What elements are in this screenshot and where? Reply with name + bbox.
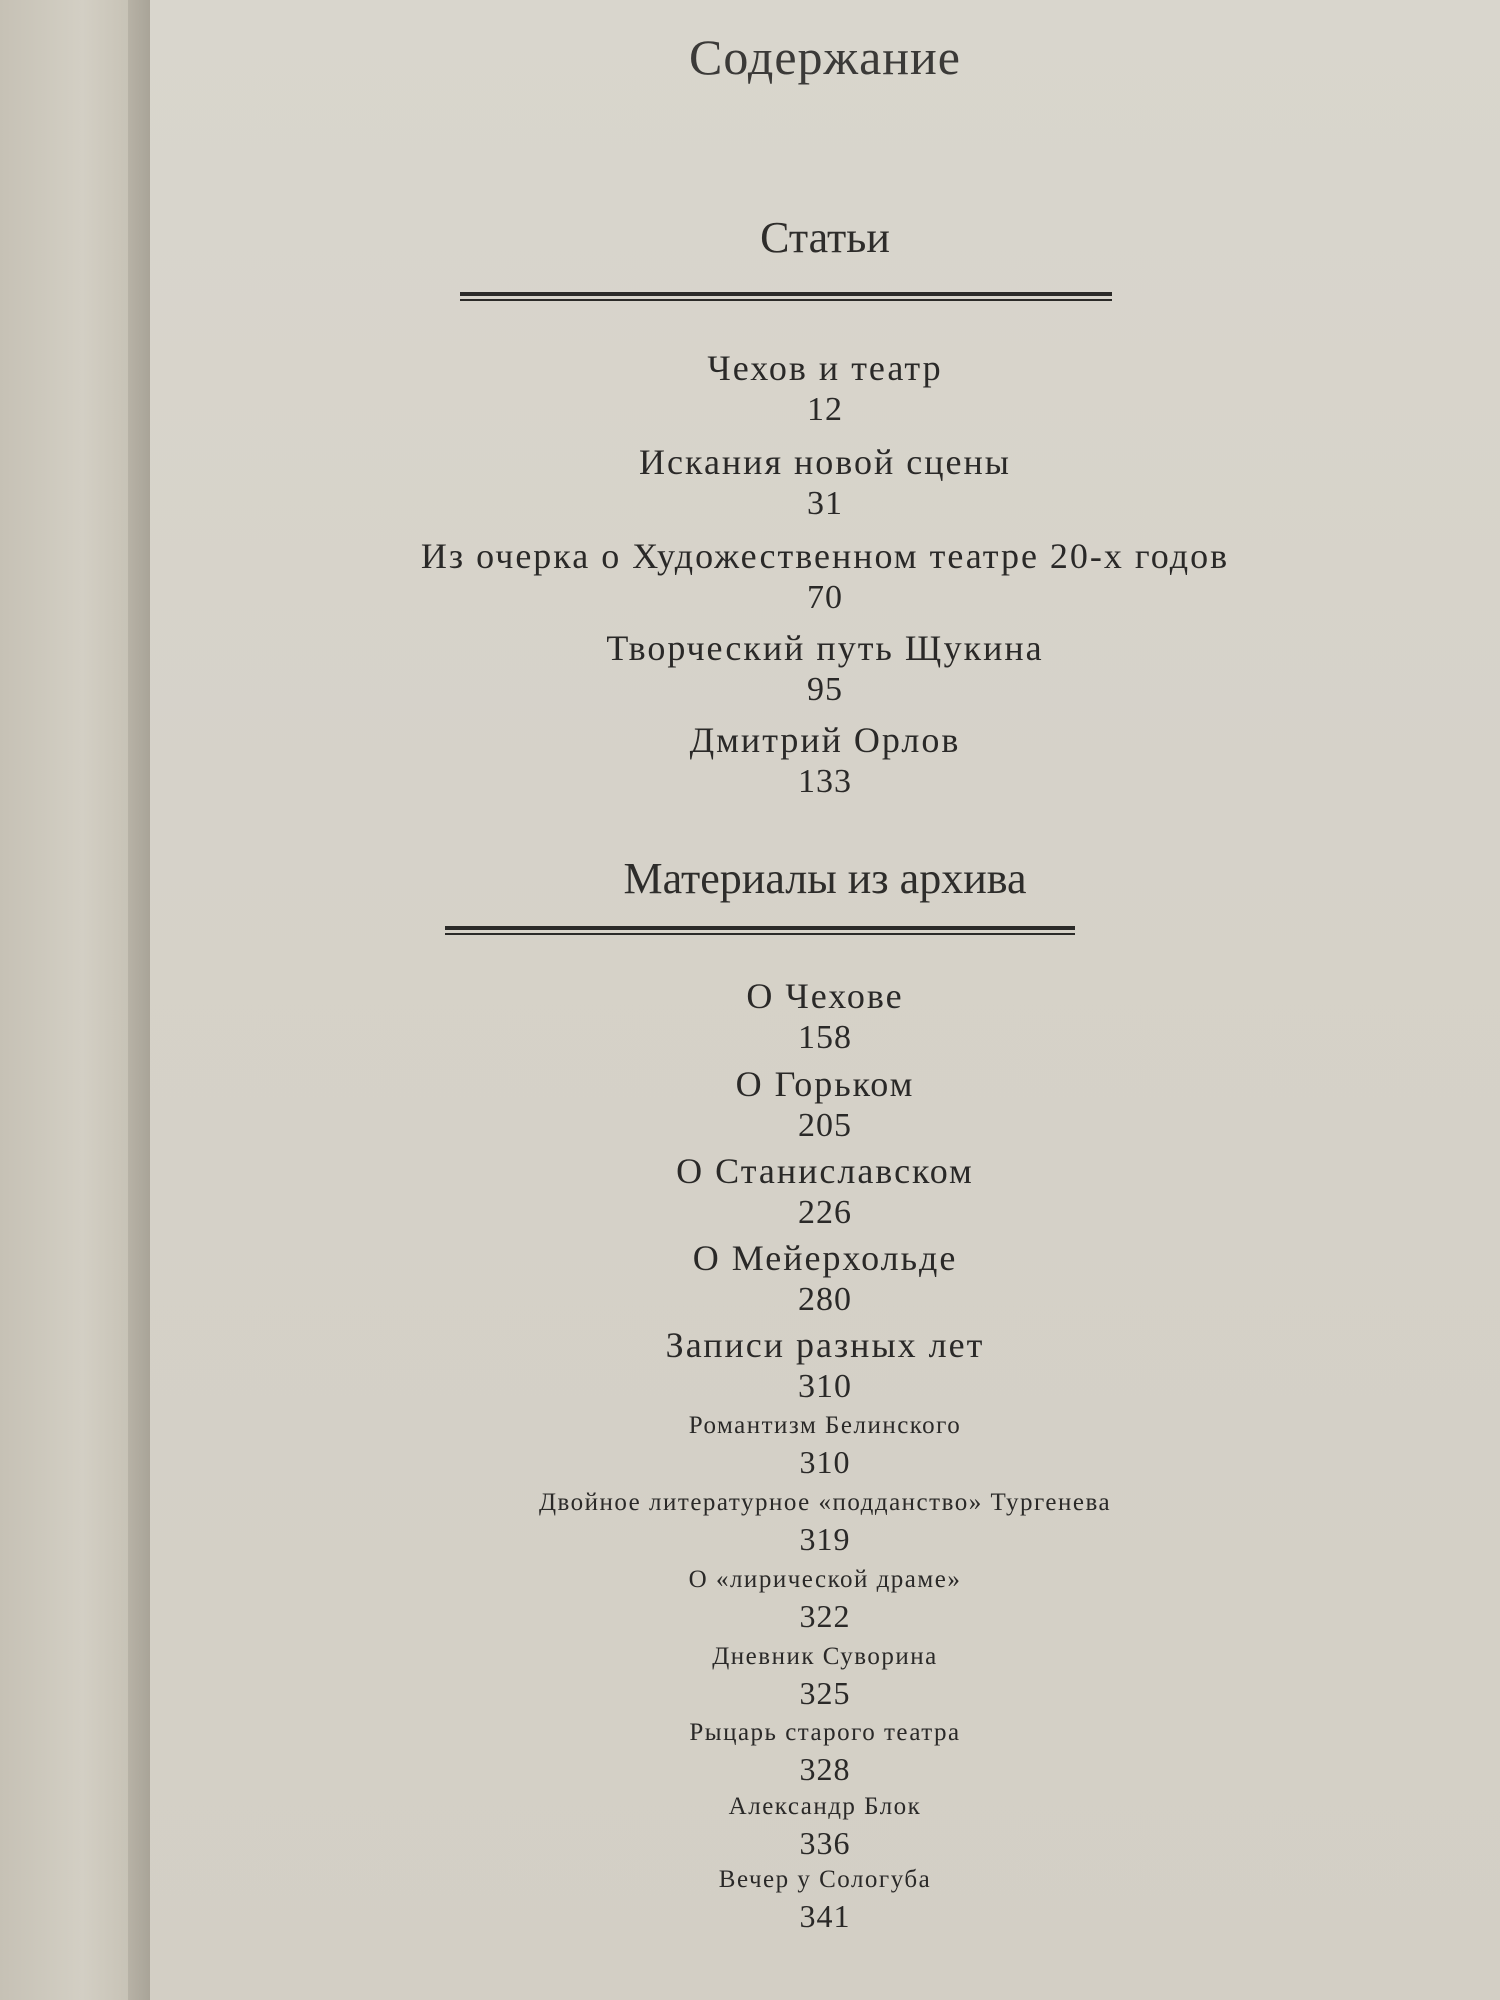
toc-entry-title: Записи разных лет — [665, 1325, 985, 1365]
toc-entry[interactable] — [150, 440, 1500, 524]
toc-subentry-title: О «лирической драме» — [688, 1566, 962, 1593]
book-spine-area — [0, 0, 150, 2000]
toc-subentry-title: Романтизм Белинского — [688, 1412, 962, 1439]
toc-entry-page: 95 — [807, 671, 843, 708]
toc-entry-page: 280 — [798, 1281, 852, 1318]
toc-entry-page: 226 — [798, 1194, 852, 1231]
toc-entry-page: 70 — [807, 579, 843, 616]
toc-subentry[interactable] — [150, 1409, 1500, 1481]
toc-entry-page: 12 — [807, 391, 843, 428]
toc-entry-page: 31 — [807, 485, 843, 522]
toc-entry[interactable] — [150, 718, 1500, 802]
toc-entry[interactable] — [150, 1236, 1500, 1320]
toc-entry-title: Чехов и театр — [707, 348, 943, 388]
section-heading-articles: Статьи — [760, 213, 890, 262]
toc-entry[interactable] — [150, 974, 1500, 1058]
toc-subentry-page: 341 — [799, 1898, 851, 1934]
toc-subentry-page: 325 — [799, 1675, 851, 1711]
toc-entry-page: 158 — [798, 1019, 852, 1056]
toc-entry-title: О Горьком — [735, 1064, 915, 1104]
toc-entry[interactable] — [150, 534, 1500, 618]
toc-subentry-page: 336 — [799, 1825, 851, 1861]
toc-subentry-page: 328 — [799, 1751, 851, 1787]
page-title: Содержание — [689, 29, 961, 85]
toc-entry[interactable] — [150, 1062, 1500, 1146]
toc-entry[interactable] — [150, 346, 1500, 430]
toc-entry-page: 310 — [798, 1368, 852, 1405]
toc-subentry-title: Рыцарь старого театра — [689, 1719, 961, 1746]
toc-entry-page: 133 — [798, 763, 852, 800]
toc-subentry-title: Дневник Суворина — [712, 1643, 938, 1670]
section-rule-articles — [460, 292, 1112, 302]
toc-subentry[interactable] — [150, 1863, 1500, 1935]
toc-subentry-page: 322 — [799, 1598, 851, 1634]
toc-subentry[interactable] — [150, 1790, 1500, 1862]
toc-entry-title: О Чехове — [746, 976, 904, 1016]
toc-entry[interactable] — [150, 626, 1500, 710]
toc-entry-title: Из очерка о Художественном театре 20-х годов — [420, 536, 1230, 576]
toc-entry-title: О Мейерхольде — [692, 1238, 958, 1278]
contents-page — [150, 0, 1500, 2000]
toc-entry-title: Дмитрий Орлов — [689, 720, 961, 760]
toc-subentry-title: Александр Блок — [728, 1793, 922, 1820]
toc-entry[interactable] — [150, 1149, 1500, 1233]
section-heading-archive: Материалы из архива — [623, 854, 1027, 903]
toc-subentry-title: Вечер у Сологуба — [718, 1866, 932, 1893]
toc-entry-title: Творческий путь Щукина — [606, 628, 1044, 668]
toc-subentry-title: Двойное литературное «подданство» Тургенева — [538, 1489, 1112, 1516]
toc-subentry[interactable] — [150, 1640, 1500, 1712]
toc-entry-title: О Станиславском — [676, 1151, 974, 1191]
toc-subentry-page: 310 — [799, 1444, 851, 1480]
toc-subentry[interactable] — [150, 1716, 1500, 1788]
toc-subentry-page: 319 — [799, 1521, 851, 1557]
toc-entry[interactable] — [150, 1323, 1500, 1407]
toc-subentry[interactable] — [150, 1563, 1500, 1635]
page-fold-edge — [128, 0, 150, 2000]
section-rule-archive — [445, 926, 1075, 936]
toc-entry-page: 205 — [798, 1107, 852, 1144]
toc-subentry[interactable] — [150, 1486, 1500, 1558]
toc-entry-title: Искания новой сцены — [639, 442, 1011, 482]
